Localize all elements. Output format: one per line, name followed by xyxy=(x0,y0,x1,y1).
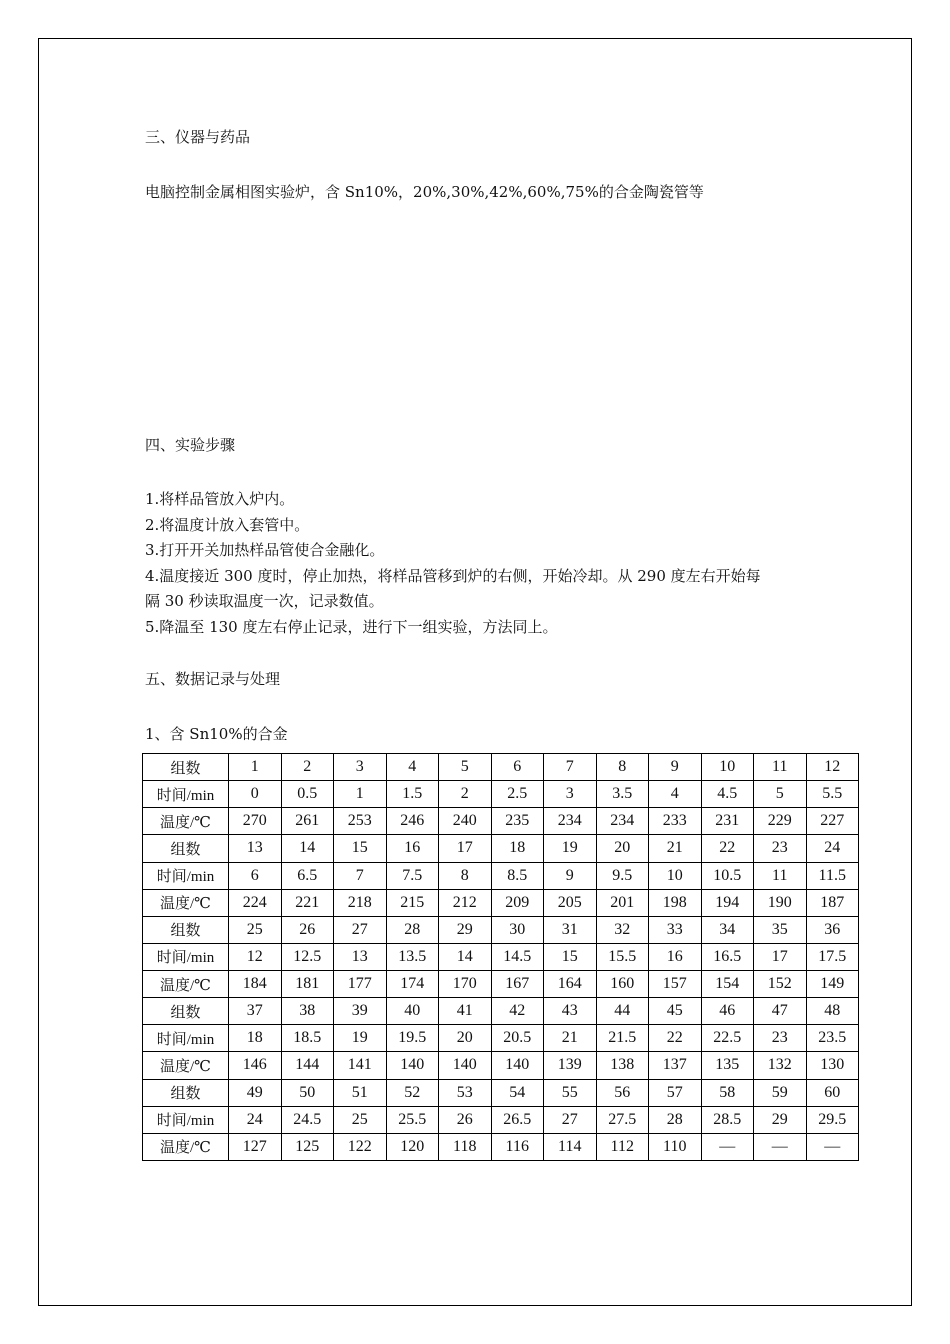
procedure-heading: 四、实验步骤 xyxy=(145,436,236,454)
cell-temp: 221 xyxy=(281,889,334,916)
cell-temp: 140 xyxy=(491,1052,544,1079)
procedure-step: 5.降温至 130 度左右停止记录，进行下一组实验，方法同上。 xyxy=(145,617,558,636)
cell-temp: 118 xyxy=(439,1133,492,1160)
cell-time: 8 xyxy=(439,862,492,889)
cell-temp: 234 xyxy=(544,808,597,835)
cell-temp: 140 xyxy=(386,1052,439,1079)
cell-temp: 270 xyxy=(229,808,282,835)
cell-time: 19 xyxy=(334,1025,387,1052)
table-row-group xyxy=(143,998,859,1025)
cell-time: 20.5 xyxy=(491,1025,544,1052)
cell-temp: 190 xyxy=(754,889,807,916)
cell-group: 52 xyxy=(386,1079,439,1106)
cell-group: 17 xyxy=(439,835,492,862)
cell-temp: 127 xyxy=(229,1133,282,1160)
table-row-time xyxy=(143,1106,859,1133)
cell-time: 15 xyxy=(544,943,597,970)
cell-temp: 227 xyxy=(806,808,859,835)
cell-time: 3.5 xyxy=(596,781,649,808)
cell-group: 59 xyxy=(754,1079,807,1106)
table-row-group xyxy=(143,754,859,781)
cell-temp: — xyxy=(806,1133,859,1160)
table-row-group xyxy=(143,835,859,862)
table-row-temp xyxy=(143,808,859,835)
cell-temp: 253 xyxy=(334,808,387,835)
table-row-time xyxy=(143,1025,859,1052)
table-row-group xyxy=(143,1079,859,1106)
row-label-temp: 温度/℃ xyxy=(143,1052,229,1079)
table-row-time xyxy=(143,781,859,808)
cell-time: 15.5 xyxy=(596,943,649,970)
cell-temp: 140 xyxy=(439,1052,492,1079)
row-label-temp: 温度/℃ xyxy=(143,971,229,998)
row-label-temp: 温度/℃ xyxy=(143,1133,229,1160)
cell-group: 9 xyxy=(649,754,702,781)
data-table xyxy=(142,753,859,1161)
cell-time: 12.5 xyxy=(281,943,334,970)
procedure-steps xyxy=(145,487,761,640)
cell-temp: 240 xyxy=(439,808,492,835)
cell-time: 17.5 xyxy=(806,943,859,970)
cell-temp: 154 xyxy=(701,971,754,998)
row-label-temp: 温度/℃ xyxy=(143,808,229,835)
cell-time: 21 xyxy=(544,1025,597,1052)
row-label-group: 组数 xyxy=(143,835,229,862)
cell-group: 58 xyxy=(701,1079,754,1106)
cell-time: 22.5 xyxy=(701,1025,754,1052)
cell-group: 7 xyxy=(544,754,597,781)
cell-group: 24 xyxy=(806,835,859,862)
cell-group: 23 xyxy=(754,835,807,862)
cell-temp: 146 xyxy=(229,1052,282,1079)
cell-temp: 246 xyxy=(386,808,439,835)
cell-group: 6 xyxy=(491,754,544,781)
cell-group: 53 xyxy=(439,1079,492,1106)
row-label-time: 时间/min xyxy=(143,1025,229,1052)
cell-group: 22 xyxy=(701,835,754,862)
cell-group: 21 xyxy=(649,835,702,862)
row-label-group: 组数 xyxy=(143,754,229,781)
cell-time: 9 xyxy=(544,862,597,889)
cell-temp: 235 xyxy=(491,808,544,835)
cell-temp: 229 xyxy=(754,808,807,835)
cell-temp: 209 xyxy=(491,889,544,916)
cell-group: 19 xyxy=(544,835,597,862)
cell-time: 13 xyxy=(334,943,387,970)
cell-temp: 184 xyxy=(229,971,282,998)
cell-group: 20 xyxy=(596,835,649,862)
cell-time: 24 xyxy=(229,1106,282,1133)
equipment-heading: 三、仪器与药品 xyxy=(145,128,251,146)
cell-temp: 130 xyxy=(806,1052,859,1079)
table-row-group xyxy=(143,916,859,943)
cell-time: 4.5 xyxy=(701,781,754,808)
cell-group: 2 xyxy=(281,754,334,781)
cell-time: 7 xyxy=(334,862,387,889)
cell-time: 28 xyxy=(649,1106,702,1133)
cell-group: 18 xyxy=(491,835,544,862)
cell-time: 24.5 xyxy=(281,1106,334,1133)
table-title: 1、含 Sn10%的合金 xyxy=(145,725,288,743)
row-label-group: 组数 xyxy=(143,1079,229,1106)
cell-time: 23 xyxy=(754,1025,807,1052)
cell-time: 7.5 xyxy=(386,862,439,889)
cell-temp: 137 xyxy=(649,1052,702,1079)
cell-temp: 198 xyxy=(649,889,702,916)
row-label-group: 组数 xyxy=(143,998,229,1025)
cell-group: 1 xyxy=(229,754,282,781)
cell-temp: 164 xyxy=(544,971,597,998)
procedure-step: 3.打开开关加热样品管使合金融化。 xyxy=(145,541,385,559)
cell-time: 10.5 xyxy=(701,862,754,889)
cell-time: 25 xyxy=(334,1106,387,1133)
cell-time: 14 xyxy=(439,943,492,970)
row-label-time: 时间/min xyxy=(143,943,229,970)
cell-group: 57 xyxy=(649,1079,702,1106)
cell-group: 28 xyxy=(386,916,439,943)
cell-group: 49 xyxy=(229,1079,282,1106)
cell-temp: 138 xyxy=(596,1052,649,1079)
cell-time: 14.5 xyxy=(491,943,544,970)
cell-time: 0.5 xyxy=(281,781,334,808)
cell-group: 46 xyxy=(701,998,754,1025)
cell-group: 60 xyxy=(806,1079,859,1106)
cell-group: 29 xyxy=(439,916,492,943)
cell-group: 34 xyxy=(701,916,754,943)
procedure-step: 1.将样品管放入炉内。 xyxy=(145,490,295,508)
cell-group: 32 xyxy=(596,916,649,943)
cell-group: 45 xyxy=(649,998,702,1025)
cell-temp: 187 xyxy=(806,889,859,916)
cell-temp: 205 xyxy=(544,889,597,916)
cell-time: 18.5 xyxy=(281,1025,334,1052)
cell-time: 21.5 xyxy=(596,1025,649,1052)
cell-time: 13.5 xyxy=(386,943,439,970)
cell-temp: 224 xyxy=(229,889,282,916)
cell-time: 12 xyxy=(229,943,282,970)
row-label-time: 时间/min xyxy=(143,1106,229,1133)
cell-time: 2 xyxy=(439,781,492,808)
cell-temp: 114 xyxy=(544,1133,597,1160)
data-heading: 五、数据记录与处理 xyxy=(145,670,281,688)
cell-group: 27 xyxy=(334,916,387,943)
cell-temp: 135 xyxy=(701,1052,754,1079)
cell-time: 6 xyxy=(229,862,282,889)
cell-group: 43 xyxy=(544,998,597,1025)
cell-temp: 157 xyxy=(649,971,702,998)
cell-time: 27 xyxy=(544,1106,597,1133)
cell-time: 0 xyxy=(229,781,282,808)
cell-group: 48 xyxy=(806,998,859,1025)
row-label-group: 组数 xyxy=(143,916,229,943)
cell-group: 36 xyxy=(806,916,859,943)
table-row-temp xyxy=(143,1133,859,1160)
cell-time: 18 xyxy=(229,1025,282,1052)
cell-temp: 201 xyxy=(596,889,649,916)
cell-time: 3 xyxy=(544,781,597,808)
cell-time: 26.5 xyxy=(491,1106,544,1133)
equipment-content: 电脑控制金属相图实验炉，含 Sn10%，20%,30%,42%,60%,75%的合金陶瓷管等 xyxy=(145,183,704,201)
cell-temp: 112 xyxy=(596,1133,649,1160)
cell-group: 14 xyxy=(281,835,334,862)
cell-group: 3 xyxy=(334,754,387,781)
cell-group: 51 xyxy=(334,1079,387,1106)
cell-time: 29 xyxy=(754,1106,807,1133)
procedure-step: 隔 30 秒读取温度一次，记录数值。 xyxy=(145,592,384,610)
cell-time: 8.5 xyxy=(491,862,544,889)
cell-temp: 177 xyxy=(334,971,387,998)
cell-temp: 194 xyxy=(701,889,754,916)
cell-time: 9.5 xyxy=(596,862,649,889)
cell-time: 17 xyxy=(754,943,807,970)
cell-temp: 218 xyxy=(334,889,387,916)
cell-time: 27.5 xyxy=(596,1106,649,1133)
cell-group: 55 xyxy=(544,1079,597,1106)
cell-group: 26 xyxy=(281,916,334,943)
cell-temp: 110 xyxy=(649,1133,702,1160)
cell-group: 4 xyxy=(386,754,439,781)
cell-group: 16 xyxy=(386,835,439,862)
cell-temp: 144 xyxy=(281,1052,334,1079)
cell-group: 31 xyxy=(544,916,597,943)
table-row-time xyxy=(143,943,859,970)
cell-temp: 233 xyxy=(649,808,702,835)
cell-group: 5 xyxy=(439,754,492,781)
cell-time: 19.5 xyxy=(386,1025,439,1052)
cell-group: 12 xyxy=(806,754,859,781)
cell-temp: 261 xyxy=(281,808,334,835)
cell-time: 23.5 xyxy=(806,1025,859,1052)
cell-group: 40 xyxy=(386,998,439,1025)
cell-temp: — xyxy=(701,1133,754,1160)
cell-group: 13 xyxy=(229,835,282,862)
cell-time: 5 xyxy=(754,781,807,808)
cell-temp: 160 xyxy=(596,971,649,998)
cell-group: 42 xyxy=(491,998,544,1025)
cell-group: 56 xyxy=(596,1079,649,1106)
cell-time: 25.5 xyxy=(386,1106,439,1133)
cell-group: 11 xyxy=(754,754,807,781)
cell-temp: 174 xyxy=(386,971,439,998)
cell-temp: 122 xyxy=(334,1133,387,1160)
cell-temp: 149 xyxy=(806,971,859,998)
cell-temp: 152 xyxy=(754,971,807,998)
cell-time: 4 xyxy=(649,781,702,808)
cell-time: 20 xyxy=(439,1025,492,1052)
cell-time: 6.5 xyxy=(281,862,334,889)
cell-group: 44 xyxy=(596,998,649,1025)
cell-time: 29.5 xyxy=(806,1106,859,1133)
cell-temp: 181 xyxy=(281,971,334,998)
row-label-time: 时间/min xyxy=(143,781,229,808)
cell-group: 35 xyxy=(754,916,807,943)
row-label-time: 时间/min xyxy=(143,862,229,889)
table-row-time xyxy=(143,862,859,889)
row-label-temp: 温度/℃ xyxy=(143,889,229,916)
cell-time: 1 xyxy=(334,781,387,808)
cell-group: 54 xyxy=(491,1079,544,1106)
cell-temp: 132 xyxy=(754,1052,807,1079)
cell-temp: — xyxy=(754,1133,807,1160)
cell-time: 26 xyxy=(439,1106,492,1133)
cell-group: 41 xyxy=(439,998,492,1025)
cell-time: 5.5 xyxy=(806,781,859,808)
cell-temp: 120 xyxy=(386,1133,439,1160)
cell-group: 33 xyxy=(649,916,702,943)
cell-time: 2.5 xyxy=(491,781,544,808)
cell-group: 15 xyxy=(334,835,387,862)
cell-temp: 231 xyxy=(701,808,754,835)
cell-group: 39 xyxy=(334,998,387,1025)
cell-group: 25 xyxy=(229,916,282,943)
cell-time: 11 xyxy=(754,862,807,889)
cell-time: 28.5 xyxy=(701,1106,754,1133)
cell-temp: 234 xyxy=(596,808,649,835)
table-row-temp xyxy=(143,1052,859,1079)
cell-temp: 139 xyxy=(544,1052,597,1079)
cell-group: 8 xyxy=(596,754,649,781)
cell-time: 16.5 xyxy=(701,943,754,970)
cell-group: 38 xyxy=(281,998,334,1025)
cell-group: 37 xyxy=(229,998,282,1025)
cell-group: 10 xyxy=(701,754,754,781)
cell-time: 11.5 xyxy=(806,862,859,889)
cell-time: 22 xyxy=(649,1025,702,1052)
table-row-temp xyxy=(143,889,859,916)
cell-group: 50 xyxy=(281,1079,334,1106)
cell-temp: 125 xyxy=(281,1133,334,1160)
cell-temp: 116 xyxy=(491,1133,544,1160)
cell-temp: 167 xyxy=(491,971,544,998)
cell-group: 30 xyxy=(491,916,544,943)
cell-time: 1.5 xyxy=(386,781,439,808)
cell-temp: 170 xyxy=(439,971,492,998)
cell-time: 16 xyxy=(649,943,702,970)
cell-temp: 215 xyxy=(386,889,439,916)
cell-temp: 141 xyxy=(334,1052,387,1079)
cell-temp: 212 xyxy=(439,889,492,916)
cell-group: 47 xyxy=(754,998,807,1025)
procedure-step: 2.将温度计放入套管中。 xyxy=(145,515,310,534)
procedure-step: 4.温度接近 300 度时，停止加热，将样品管移到炉的右侧，开始冷却。从 290 度左右开始每 xyxy=(145,566,761,585)
cell-time: 10 xyxy=(649,862,702,889)
table-row-temp xyxy=(143,971,859,998)
